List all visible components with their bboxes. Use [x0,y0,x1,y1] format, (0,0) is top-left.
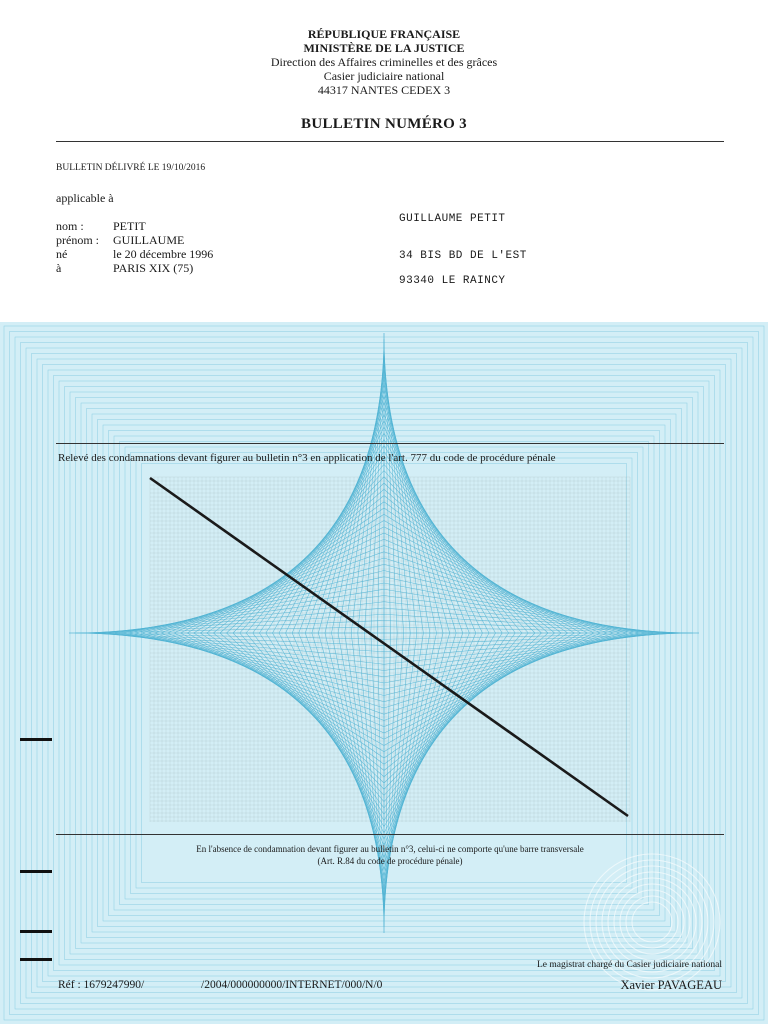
prenom-label: prénom : [56,233,99,247]
prenom-value: GUILLAUME [113,233,185,247]
releve-heading: Relevé des condamnations devant figurer au bulletin n°3 en application de l'art. 777 du code de procédure pénale [58,452,556,464]
header-direction: Direction des Affaires criminelles et des grâces [270,55,498,69]
header-republic: RÉPUBLIQUE FRANÇAISE [307,27,461,41]
legal-reference: (Art. R.84 du code de procédure pénale) [317,856,463,866]
margin-mark-3 [20,930,52,933]
nom-label: nom : [56,219,84,233]
margin-mark-4 [20,958,52,961]
applicable-label: applicable à [56,191,114,205]
margin-mark-2 [20,870,52,873]
document-title: BULLETIN NUMÉRO 3 [301,116,467,132]
address-city: 93340 LE RAINCY [399,275,506,287]
releve-bottom-rule [56,834,724,835]
header-address: 44317 NANTES CEDEX 3 [317,83,451,97]
header-casier: Casier judiciaire national [323,69,445,83]
reference-number: Réf : 1679247990/ [58,979,145,991]
address-name: GUILLAUME PETIT [399,213,506,225]
address-street: 34 BIS BD DE L'EST [399,250,527,262]
margin-mark-1 [20,738,52,741]
magistrat-title: Le magistrat chargé du Casier judiciaire national [536,960,722,970]
nom-value: PETIT [113,219,146,233]
header-ministry: MINISTÈRE DE LA JUSTICE [303,41,465,55]
a-label: à [56,261,62,275]
reference-code: /2004/000000000/INTERNET/000/N/0 [201,979,383,991]
birth-place: PARIS XIX (75) [113,261,194,275]
ne-label: né [56,247,68,261]
signatory-name: Xavier PAVAGEAU [620,978,722,992]
no-conviction-note: En l'absence de condamnation devant figurer au bulletin n°3, celui-ci ne comporte qu'une barre transversale [196,844,584,854]
issue-date: BULLETIN DÉLIVRÉ LE 19/10/2016 [56,163,206,173]
birth-date: le 20 décembre 1996 [113,247,214,261]
